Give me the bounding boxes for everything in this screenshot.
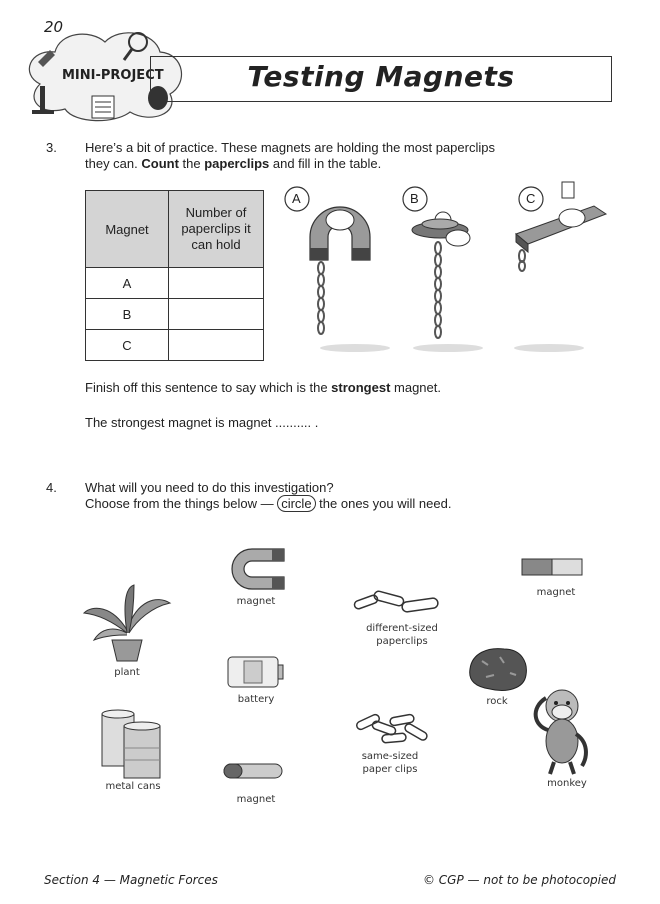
monkey-icon[interactable] bbox=[526, 686, 596, 776]
figure-b-label: B bbox=[410, 191, 419, 206]
header-magnet: Magnet bbox=[86, 191, 169, 268]
bar-magnet-icon[interactable] bbox=[520, 557, 586, 579]
different-paperclips-label: different-sized paperclips bbox=[366, 623, 438, 647]
horseshoe-magnet-label: magnet bbox=[236, 596, 276, 607]
q3-answer-line[interactable]: The strongest magnet is magnet .......... . bbox=[85, 415, 319, 430]
footer-copyright: © CGP — not to be photocopied bbox=[422, 873, 616, 887]
figure-c-label: C bbox=[526, 191, 536, 206]
header-count: Number of paperclips it can hold bbox=[169, 191, 264, 268]
battery-label: battery bbox=[237, 694, 275, 705]
rock-label: rock bbox=[486, 696, 508, 707]
row-magnet-a: A bbox=[86, 268, 169, 299]
plant-icon[interactable] bbox=[82, 585, 172, 665]
monkey-label: monkey bbox=[547, 778, 587, 789]
row-count-a[interactable] bbox=[169, 268, 264, 299]
row-magnet-b: B bbox=[86, 299, 169, 330]
horseshoe-magnet-icon[interactable] bbox=[222, 545, 286, 591]
q4-prompt: What will you need to do this investigation? Choose from the things below — circle the ones you will need. bbox=[85, 480, 452, 511]
circled-word: circle bbox=[277, 495, 315, 512]
q3-number: 3. bbox=[46, 140, 57, 155]
plant-label: plant bbox=[114, 667, 140, 678]
battery-icon[interactable] bbox=[226, 655, 286, 689]
figure-b-disc-magnet bbox=[398, 182, 508, 357]
q3-sentence-instruction: Finish off this sentence to say which is the strongest magnet. bbox=[85, 380, 441, 395]
rod-magnet-label: magnet bbox=[236, 794, 276, 805]
footer-section: Section 4 — Magnetic Forces bbox=[44, 873, 218, 887]
metal-cans-label: metal cans bbox=[105, 781, 161, 792]
row-magnet-c: C bbox=[86, 330, 169, 361]
figure-a-label: A bbox=[292, 191, 301, 206]
rod-magnet-icon[interactable] bbox=[222, 762, 286, 782]
row-count-c[interactable] bbox=[169, 330, 264, 361]
mini-project-label: MINI-PROJECT bbox=[62, 68, 164, 83]
same-paperclips-label: same-sized paper clips bbox=[361, 751, 419, 775]
paperclip-table bbox=[85, 190, 264, 361]
q4-number: 4. bbox=[46, 480, 57, 495]
same-paperclips-icon[interactable] bbox=[352, 712, 436, 746]
q3-prompt: Here’s a bit of practice. These magnets are holding the most paperclips they can. Count the paperclips and fill in the table. bbox=[85, 140, 495, 171]
rock-icon[interactable] bbox=[466, 645, 530, 693]
row-count-b[interactable] bbox=[169, 299, 264, 330]
page-number: 20 bbox=[44, 18, 64, 36]
different-paperclips-icon[interactable] bbox=[350, 588, 446, 618]
page-title: Testing Magnets bbox=[247, 60, 515, 93]
figure-a-horseshoe-magnet bbox=[280, 182, 390, 357]
bar-magnet-label: magnet bbox=[536, 587, 576, 598]
metal-cans-icon[interactable] bbox=[100, 708, 168, 780]
figure-c-bar-magnet bbox=[514, 182, 624, 357]
